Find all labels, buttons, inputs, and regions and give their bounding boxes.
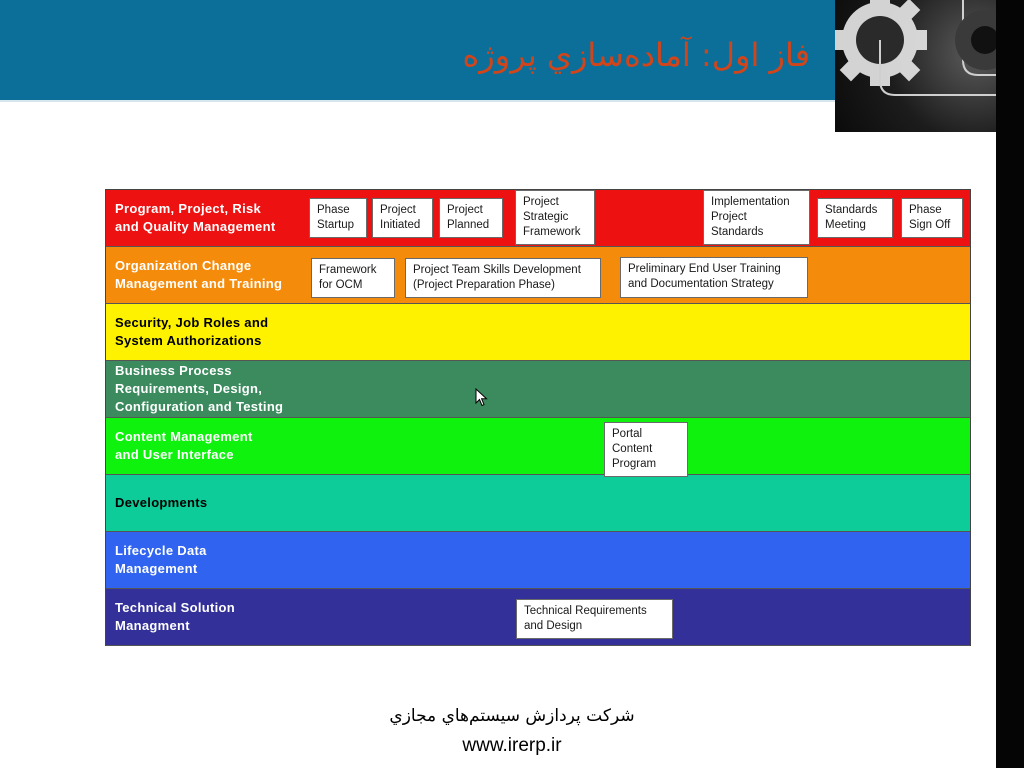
lane-label: Program, Project, Risk and Quality Management bbox=[115, 201, 276, 234]
lane-developments bbox=[106, 475, 970, 532]
footer-company-name: شرکت پردازش سيستم‌هاي مجازي bbox=[389, 706, 635, 726]
lane-label: Security, Job Roles and System Authorizations bbox=[115, 315, 269, 348]
task-project-planned: Project Planned bbox=[439, 198, 503, 238]
task-technical-requirements: Technical Requirements and Design bbox=[516, 599, 673, 639]
lane-content-management bbox=[106, 418, 970, 475]
task-framework-for-ocm: Framework for OCM bbox=[311, 258, 395, 298]
task-project-initiated: Project Initiated bbox=[372, 198, 433, 238]
task-phase-sign-off: Phase Sign Off bbox=[901, 198, 963, 238]
task-preliminary-end-user-training: Preliminary End User Training and Documentation Strategy bbox=[620, 257, 808, 298]
lane-business-process bbox=[106, 361, 970, 418]
lane-label: Lifecycle Data Management bbox=[115, 543, 207, 576]
task-portal-content-program: Portal Content Program bbox=[604, 422, 688, 477]
mouse-pointer-icon bbox=[475, 388, 489, 408]
lane-label: Technical Solution Managment bbox=[115, 600, 236, 633]
task-phase-startup: Phase Startup bbox=[309, 198, 367, 238]
lane-lifecycle-data bbox=[106, 532, 970, 589]
swimlane-diagram bbox=[105, 189, 971, 646]
task-implementation-project-standards: Implementation Project Standards bbox=[703, 190, 810, 245]
task-project-team-skills: Project Team Skills Development (Project Preparation Phase) bbox=[405, 258, 601, 298]
lane-security bbox=[106, 304, 970, 361]
right-edge-bar bbox=[996, 0, 1024, 768]
slide-title: فاز اول: آماده‌سازي پروژه bbox=[462, 36, 810, 74]
task-standards-meeting: Standards Meeting bbox=[817, 198, 893, 238]
lane-label: Organization Change Management and Training bbox=[115, 258, 283, 291]
gear-icon bbox=[835, 0, 1000, 132]
lane-label: Business Process Requirements, Design, Configuration and Testing bbox=[115, 363, 284, 414]
footer-url: www.irerp.ir bbox=[462, 735, 562, 756]
task-project-strategic-framework: Project Strategic Framework bbox=[515, 190, 595, 245]
lane-label: Developments bbox=[115, 495, 208, 510]
gear-image bbox=[835, 0, 1000, 132]
lane-label: Content Management and User Interface bbox=[115, 429, 253, 462]
